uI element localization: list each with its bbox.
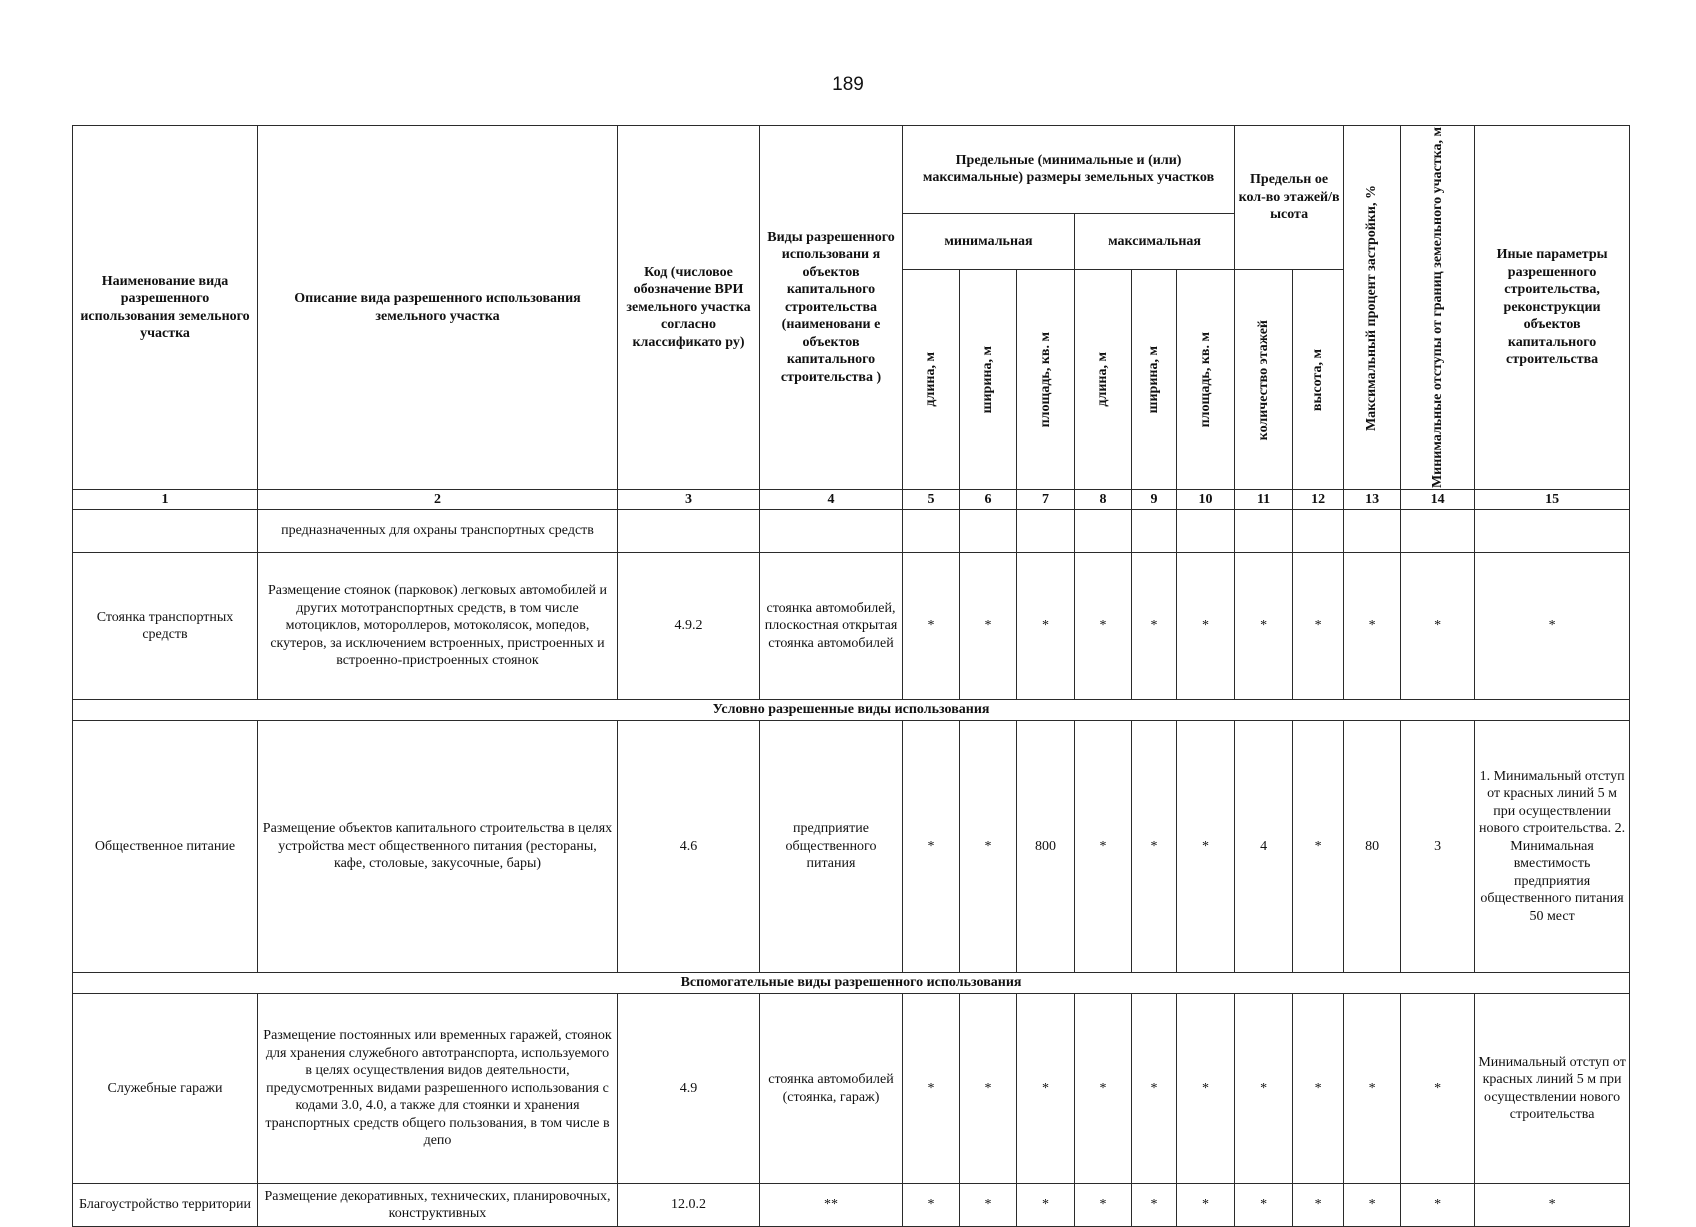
row-value: * — [1075, 1184, 1132, 1227]
row-code: 4.9 — [618, 994, 760, 1184]
header-max-coverage: Максимальный процент застройки, % — [1344, 126, 1401, 490]
header-minimum: минимальная — [903, 213, 1075, 270]
column-number: 15 — [1475, 490, 1630, 510]
land-use-table — [72, 125, 1630, 1227]
row-description: Размещение постоянных или временных гаражей, стоянок для хранения служебного автотранспорта, используемого в целях осуществления видов деятельности, предусмотренных видами разрешенного использования с кодами 3.0, 4.0, а также для стоянки и хранения транспортных средств общего пользования, в том числе в депо — [258, 994, 618, 1184]
table-row-landscaping — [73, 1184, 1630, 1227]
row-other-params: 1. Минимальный отступ от красных линий 5 м при осуществлении нового строительства. 2. Минимальная вместимость предприятия общественного питания 50 мест — [1475, 721, 1630, 973]
header-min-area: площадь, кв. м — [1017, 270, 1075, 490]
table-row-catering — [73, 721, 1630, 973]
row-value: * — [1132, 721, 1177, 973]
column-number: 10 — [1177, 490, 1235, 510]
header-code: Код (числовое обозначение ВРИ земельного участка согласно классификато ру) — [618, 126, 760, 490]
column-number: 4 — [760, 490, 903, 510]
column-number: 7 — [1017, 490, 1075, 510]
row-value: * — [1132, 553, 1177, 700]
row-value: 3 — [1401, 721, 1475, 973]
row-value: * — [1401, 1184, 1475, 1227]
row-value: * — [1475, 553, 1630, 700]
header-object-types: Виды разрешенного использовани я объектов капитального строительства (наименовани е объектов капитального строительства ) — [760, 126, 903, 490]
row-value: * — [903, 1184, 960, 1227]
row-value: * — [1075, 553, 1132, 700]
header-row-1 — [73, 126, 1630, 214]
row-value: * — [1075, 994, 1132, 1184]
row-value: 4 — [1235, 721, 1293, 973]
column-number: 3 — [618, 490, 760, 510]
row-value: * — [1475, 1184, 1630, 1227]
header-height: высота, м — [1293, 270, 1344, 490]
column-number: 13 — [1344, 490, 1401, 510]
row-value: * — [960, 553, 1017, 700]
row-value: * — [1177, 721, 1235, 973]
column-number: 6 — [960, 490, 1017, 510]
row-value: 80 — [1344, 721, 1401, 973]
table-row-garages — [73, 994, 1630, 1184]
header-max-area: площадь, кв. м — [1177, 270, 1235, 490]
row-value: 800 — [1017, 721, 1075, 973]
row-description: предназначенных для охраны транспортных средств — [258, 510, 618, 553]
section-row-auxiliary — [73, 973, 1630, 994]
column-number: 1 — [73, 490, 258, 510]
row-value: * — [1344, 1184, 1401, 1227]
page-number: 189 — [832, 74, 864, 95]
row-value: * — [1344, 994, 1401, 1184]
column-number: 14 — [1401, 490, 1475, 510]
row-value: * — [1017, 553, 1075, 700]
row-value: * — [1017, 1184, 1075, 1227]
table-row-continuation — [73, 510, 1630, 553]
row-code: 4.9.2 — [618, 553, 760, 700]
header-min-setbacks: Минимальные отступы от границ земельного участка, м — [1401, 126, 1475, 490]
row-value: * — [1075, 721, 1132, 973]
header-floor-count: количество этажей — [1235, 270, 1293, 490]
row-value: * — [1293, 994, 1344, 1184]
row-value: * — [1235, 1184, 1293, 1227]
header-min-length: длина, м — [903, 270, 960, 490]
column-number: 2 — [258, 490, 618, 510]
header-plot-size-limits: Предельные (минимальные и (или) максимальные) размеры земельных участков — [903, 126, 1235, 214]
header-floors-height: Предельн ое кол-во этажей/в ысота — [1235, 126, 1344, 270]
row-value: * — [1132, 1184, 1177, 1227]
row-value: * — [903, 721, 960, 973]
row-value: * — [1344, 553, 1401, 700]
row-other-params: Минимальный отступ от красных линий 5 м при осуществлении нового строительства — [1475, 994, 1630, 1184]
header-use-name: Наименование вида разрешенного использования земельного участка — [73, 126, 258, 490]
row-value: * — [1293, 721, 1344, 973]
row-value: * — [1401, 553, 1475, 700]
row-objects: стоянка автомобилей, плоскостная открытая стоянка автомобилей — [760, 553, 903, 700]
row-value: * — [960, 994, 1017, 1184]
row-objects: стоянка автомобилей (стоянка, гараж) — [760, 994, 903, 1184]
section-row-conditional — [73, 700, 1630, 721]
row-value: * — [1132, 994, 1177, 1184]
row-value: * — [1293, 553, 1344, 700]
row-description: Размещение стоянок (парковок) легковых автомобилей и других мототранспортных средств, в том числе мотоциклов, мотороллеров, мотоколясок, мопедов, скутеров, за исключением встроенных, пристроенных и встроенно-пристроенных стоянок — [258, 553, 618, 700]
header-max-length: длина, м — [1075, 270, 1132, 490]
row-name: Благоустройство территории — [73, 1184, 258, 1227]
header-use-description: Описание вида разрешенного использования земельного участка — [258, 126, 618, 490]
row-description: Размещение декоративных, технических, планировочных, конструктивных — [258, 1184, 618, 1227]
row-value: * — [960, 721, 1017, 973]
column-number: 8 — [1075, 490, 1132, 510]
row-value: * — [1401, 994, 1475, 1184]
row-objects: ** — [760, 1184, 903, 1227]
row-name: Общественное питание — [73, 721, 258, 973]
row-value: * — [1293, 1184, 1344, 1227]
row-value: * — [1235, 994, 1293, 1184]
row-value: * — [960, 1184, 1017, 1227]
table-row-parking — [73, 553, 1630, 700]
row-value: * — [903, 553, 960, 700]
column-number: 9 — [1132, 490, 1177, 510]
row-description: Размещение объектов капитального строительства в целях устройства мест общественного питания (рестораны, кафе, столовые, закусочные, бары) — [258, 721, 618, 973]
header-min-width: ширина, м — [960, 270, 1017, 490]
row-value: * — [1177, 553, 1235, 700]
column-number: 11 — [1235, 490, 1293, 510]
row-objects: предприятие общественного питания — [760, 721, 903, 973]
section-title: Условно разрешенные виды использования — [73, 700, 1630, 721]
column-number: 12 — [1293, 490, 1344, 510]
header-max-width: ширина, м — [1132, 270, 1177, 490]
row-value: * — [1177, 1184, 1235, 1227]
row-code: 4.6 — [618, 721, 760, 973]
row-value: * — [903, 994, 960, 1184]
row-name: Служебные гаражи — [73, 994, 258, 1184]
section-title: Вспомогательные виды разрешенного использования — [73, 973, 1630, 994]
header-maximum: максимальная — [1075, 213, 1235, 270]
row-name: Стоянка транспортных средств — [73, 553, 258, 700]
column-numbers-row — [73, 490, 1630, 510]
column-number: 5 — [903, 490, 960, 510]
header-other-params: Иные параметры разрешенного строительства, реконструкции объектов капитального строительства — [1475, 126, 1630, 490]
row-value: * — [1235, 553, 1293, 700]
row-value: * — [1017, 994, 1075, 1184]
row-value: * — [1177, 994, 1235, 1184]
row-code: 12.0.2 — [618, 1184, 760, 1227]
